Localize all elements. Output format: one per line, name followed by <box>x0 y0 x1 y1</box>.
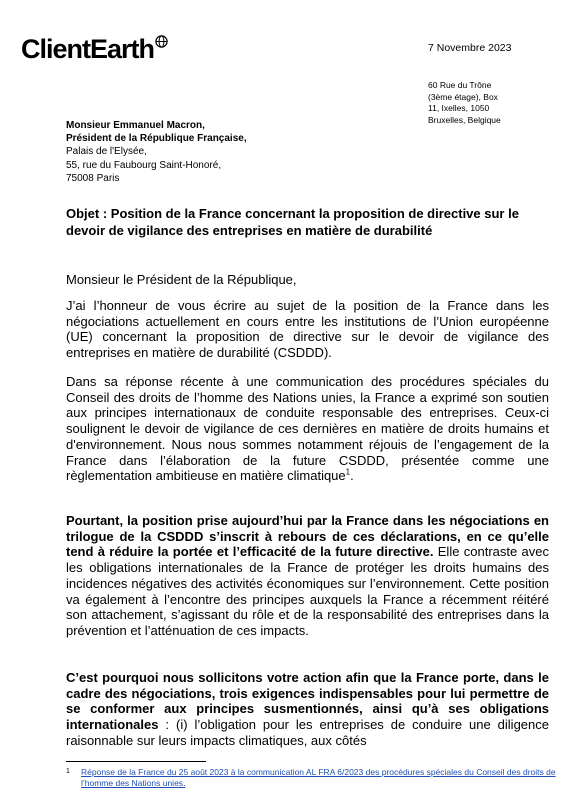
recipient-block <box>66 119 247 185</box>
logo-text: ClientEarth <box>21 34 155 64</box>
address-line: Bruxelles, Belgique <box>428 114 501 125</box>
recipient-line: 55, rue du Faubourg Saint-Honoré, <box>66 159 222 171</box>
footnote-ref: 1 <box>345 467 351 477</box>
paragraph-2 <box>66 374 549 484</box>
footnote-number: 1 <box>66 768 70 775</box>
clientearth-logo <box>21 34 168 64</box>
paragraph-3-text: Elle contraste avec les obligations internationales de la France de protéger les droits humains des incidences négatives des activités économiques sur l’environnement. Cette position va également à l’encontre des principes auxquels la France a récemment réitéré son attachement, s’agissant du rôle et de la responsabilité des entreprises dans la prévention et l’atténuation de ces impacts. <box>66 544 549 638</box>
paragraph-4 <box>66 670 549 749</box>
paragraph-3 <box>66 513 549 639</box>
address-line: 11, Ixelles, 1050 <box>428 103 490 113</box>
sender-address <box>428 80 501 126</box>
footnote-link[interactable] <box>81 767 556 789</box>
footnote-link-text[interactable]: Réponse de la France du 25 août 2023 à la communication AL FRA 6/2023 des procédures spéciales du Conseil des droits de l’homme des Nations unies <box>81 767 556 788</box>
address-line: (3ème étage), Box <box>428 91 498 102</box>
recipient-line: Palais de l'Elysée, <box>66 146 147 158</box>
footnote <box>66 767 556 789</box>
paragraph-2-end: . <box>350 468 354 484</box>
address-line: 60 Rue du Trône <box>428 80 492 90</box>
recipient-title: Président de la République Française, <box>66 133 247 145</box>
letter-date: 7 Novembre 2023 <box>428 42 512 54</box>
paragraph-2-text: Dans sa réponse récente à une communication des procédures spéciales du Conseil des droits de l’homme des Nations unies, la France a exprimé son soutien aux principes internationaux de conduite responsable des entreprises. Ceux-ci soulignent le devoir de vigilance de ces dernières en matière de droits humains et d'environnement. Nous nous sommes notamment réjouis de l’engagement de la France dans l’élaboration de la future CSDDD, présentée comme une règlementation ambitieuse en matière climatique <box>66 374 549 484</box>
paragraph-3-bold: Pourtant, la position prise aujourd’hui par la France dans les négociations en trilogue de la CSDDD s’inscrit à rebours de ces déclarations, en ce qu’elle tend à réduire la portée et l’efficacité de la future directive. <box>66 513 549 560</box>
footnote-divider <box>66 761 206 762</box>
recipient-line: 75008 Paris <box>66 172 120 184</box>
recipient-name: Monsieur Emmanuel Macron, <box>66 120 205 131</box>
letter-subject: Objet : Position de la France concernant la proposition de directive sur le devoir de vigilance des entreprises en matière de durabilité <box>66 206 519 238</box>
salutation: Monsieur le Président de la République, <box>66 272 297 287</box>
footnote-end: . <box>183 778 186 788</box>
paragraph-4-text: : (i) l’obligation pour les entreprises de conduire une diligence raisonnable sur leurs impacts climatiques, aux côtés <box>66 717 549 748</box>
paragraph-4-bold: C’est pourquoi nous sollicitons votre action afin que la France porte, dans le cadre des négociations, trois exigences indispensables pour lui permettre de se conformer aux principes susmentionnés, ainsi qu’à ses obligations internationales <box>66 670 549 733</box>
globe-icon <box>155 35 168 48</box>
paragraph-1: J’ai l’honneur de vous écrire au sujet de la position de la France dans les négociations actuellement en cours entre les institutions de l’Union européenne (UE) concernant la proposition de directive sur le devoir de vigilance des entreprises en matière de durabilité (CSDDD). <box>66 298 549 361</box>
